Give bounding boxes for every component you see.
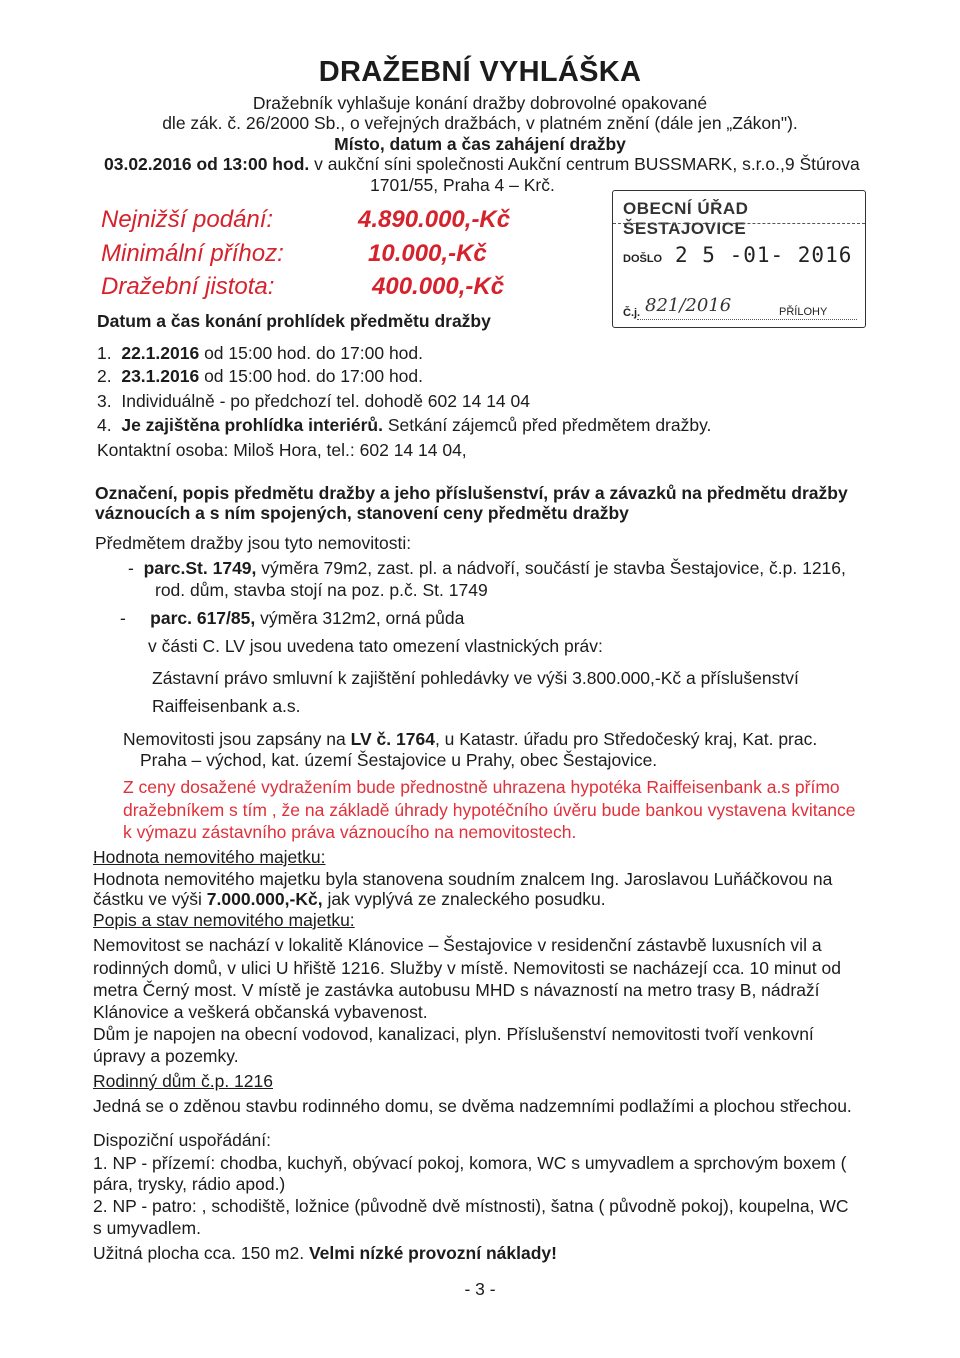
inspection-item: [97, 366, 423, 387]
min-bid-value: 4.890.000,-Kč: [358, 206, 511, 233]
document-title: DRAŽEBNÍ VYHLÁŠKA: [318, 56, 642, 88]
subject-heading-1: Označení, popis předmětu dražby a jeho příslušenství, práv a závazků na předmětu dražby: [95, 483, 848, 503]
inspection-text: Individuálně - po předchozí tel. dohodě 602 14 14 04: [121, 391, 530, 411]
valuation-line-1: Hodnota nemovitého majetku byla stanovena soudním znalcem Ing. Jaroslavou Luňáčkovou na: [93, 869, 833, 889]
parcel-1-line-2: rod. dům, stavba stojí na poz. p.č. St. 1749: [155, 580, 488, 600]
valuation-amount: 7.000.000,-Kč,: [206, 889, 323, 909]
auction-deposit-label: Dražební jistota:: [101, 273, 275, 300]
lv-restrictions-line: v části C. LV jsou uvedena tato omezení vlastnických práv:: [148, 636, 603, 656]
stamp-date: 2 5 -01- 2016: [675, 243, 853, 267]
house-heading: Rodinný dům č.p. 1216: [93, 1071, 273, 1091]
inspection-heading: Datum a čas konání prohlídek předmětu dražby: [97, 311, 491, 331]
house-description: Jedná se o zděnou stavbu rodinného domu, se dvěma nadzemními podlažími a plochou střechou.: [93, 1096, 852, 1116]
parcel-2-line: - parc. 617/85, výměra 312m2, orná půda: [120, 608, 465, 628]
parcel-2-desc: výměra 312m2, orná půda: [255, 608, 465, 628]
description-line: Nemovitost se nachází v lokalitě Klánovice – Šestajovice v residenční zástavbě luxusních vil a: [93, 935, 822, 955]
item-number: 1.: [97, 343, 112, 363]
inspection-date: 22.1.2016: [121, 343, 200, 363]
description-line: Dům je napojen na obecní vodovod, kanalizaci, plyn. Příslušenství nemovitosti tvoří venkovní: [93, 1024, 814, 1044]
subject-intro: Předmětem dražby jsou tyto nemovitosti:: [95, 533, 412, 553]
floor-2-line-1: 2. NP - patro: , schodiště, ložnice (původně dvě místnosti), šatna ( původně pokoj), koupelna, WC: [93, 1196, 849, 1216]
pledge-line-2: Raiffeisenbank a.s.: [152, 696, 301, 716]
inspection-time: od 15:00 hod. do 17:00 hod.: [199, 343, 424, 363]
valuation-heading: Hodnota nemovitého majetku:: [93, 847, 326, 867]
description-heading: Popis a stav nemovitého majetku:: [93, 910, 355, 930]
stamp-divider: [613, 223, 865, 224]
min-increment-label: Minimální příhoz:: [101, 240, 284, 267]
floor-1-line-2: pára, trysky, rádio apod.): [93, 1174, 286, 1194]
usable-area-line: [93, 1243, 557, 1264]
register-lv: LV č. 1764: [350, 729, 435, 749]
auction-place-line-2: 1701/55, Praha 4 – Krč.: [370, 175, 555, 195]
intro-line-1: Dražebník vyhlašuje konání dražby dobrovolné opakované: [252, 93, 708, 113]
pledge-line-1: Zástavní právo smluvní k zajištění pohledávky ve výši 3.800.000,-Kč a příslušenství: [152, 668, 799, 688]
description-line: rodinných domů, v ulici U hřiště 1216. Služby v místě. Nemovitosti se nacházejí cca. 10 minut od: [93, 958, 841, 978]
inspection-item: [97, 391, 530, 412]
item-number: 2.: [97, 366, 112, 386]
parcel-1-id: parc.St. 1749,: [143, 558, 257, 578]
received-stamp: [612, 190, 866, 328]
inspection-item: [97, 415, 711, 436]
inspection-time: od 15:00 hod. do 17:00 hod.: [199, 366, 424, 386]
inspection-meeting: Setkání zájemců před předmětem dražby.: [382, 415, 712, 435]
register-line-2: Praha – východ, kat. území Šestajovice u Prahy, obec Šestajovice.: [140, 750, 658, 770]
description-line: Klánovice a veškerá občanská vybavenost.: [93, 1002, 428, 1022]
intro-line-2: dle zák. č. 26/2000 Sb., o veřejných dražbách, v platném znění (dále jen „Zákon").: [162, 113, 798, 133]
parcel-1-desc: výměra 79m2, zast. pl. a nádvoří, součástí je stavba Šestajovice, č.p. 1216,: [256, 558, 846, 578]
stamp-attachments-label: PŘÍLOHY: [779, 306, 828, 318]
mortgage-note-line-1: Z ceny dosažené vydražením bude přednostně uhrazena hypotéka Raiffeisenbank a.s přímo: [123, 777, 840, 797]
inspection-interior: Je zajištěna prohlídka interiérů.: [121, 415, 383, 435]
parcel-2-id: parc. 617/85,: [150, 608, 256, 628]
stamp-cj-label: Č.j.: [623, 307, 641, 319]
floor-2-line-2: s umyvadlem.: [93, 1218, 201, 1238]
register-text: , u Katastr. úřadu pro Středočeský kraj, Kat. prac.: [434, 729, 818, 749]
description-line: metra Černý most. V místě je zastávka autobusu MHD s návazností na metro trasy B, nádraží: [93, 980, 820, 1000]
stamp-dotted-line: [637, 319, 857, 320]
page-number: - 3 -: [464, 1279, 496, 1299]
item-number: 4.: [97, 415, 112, 435]
description-line: úpravy a pozemky.: [93, 1046, 239, 1066]
valuation-text: jak vyplývá ze znaleckého posudku.: [322, 889, 606, 909]
floor-1-line-1: 1. NP - přízemí: chodba, kuchyň, obývací pokoj, komora, WC s umyvadlem a sprchovým boxem (: [93, 1153, 847, 1173]
auction-date: 03.02.2016 od 13:00 hod.: [104, 154, 310, 174]
layout-heading: Dispoziční uspořádání:: [93, 1130, 272, 1150]
valuation-text: částku ve výši: [93, 889, 207, 909]
auction-deposit-value: 400.000,-Kč: [372, 273, 505, 300]
auction-start-heading: Místo, datum a čas zahájení dražby: [334, 134, 626, 154]
item-number: 3.: [97, 391, 112, 411]
inspection-date: 23.1.2016: [121, 366, 200, 386]
inspection-item: [97, 343, 423, 364]
mortgage-note-line-3: k výmazu zástavního práva váznoucího na nemovitostech.: [123, 822, 577, 842]
min-bid-label: Nejnižší podání:: [101, 206, 274, 233]
stamp-header: OBECNÍ ÚŘAD ŠESTAJOVICE: [623, 199, 749, 238]
subject-heading-2: váznoucích a s ním spojených, stanovení ceny předmětu dražby: [95, 503, 629, 523]
register-text: Nemovitosti jsou zapsány na: [123, 729, 351, 749]
low-costs-note: Velmi nízké provozní náklady!: [308, 1243, 557, 1263]
auction-start-line: [104, 154, 860, 175]
register-line-1: [123, 729, 817, 750]
min-increment-value: 10.000,-Kč: [368, 240, 487, 267]
parcel-1-line: - parc.St. 1749, výměra 79m2, zast. pl. a nádvoří, součástí je stavba Šestajovice, č.p. 1216,: [128, 558, 846, 578]
stamp-doslo-label: DOŠLO: [623, 253, 663, 265]
stamp-cj-value: 821/2016: [645, 295, 732, 316]
mortgage-note-line-2: dražebníkem s tím , že na základě úhrady hypotéčního úvěru bude bankou vystavena kvitance: [123, 800, 856, 820]
usable-area: Užitná plocha cca. 150 m2.: [93, 1243, 309, 1263]
contact-line: Kontaktní osoba: Miloš Hora, tel.: 602 14 14 04,: [97, 440, 467, 460]
auction-place: v aukční síni společnosti Aukční centrum BUSSMARK, s.r.o.,9 Štúrova: [309, 154, 860, 174]
valuation-line-2: [93, 889, 606, 910]
